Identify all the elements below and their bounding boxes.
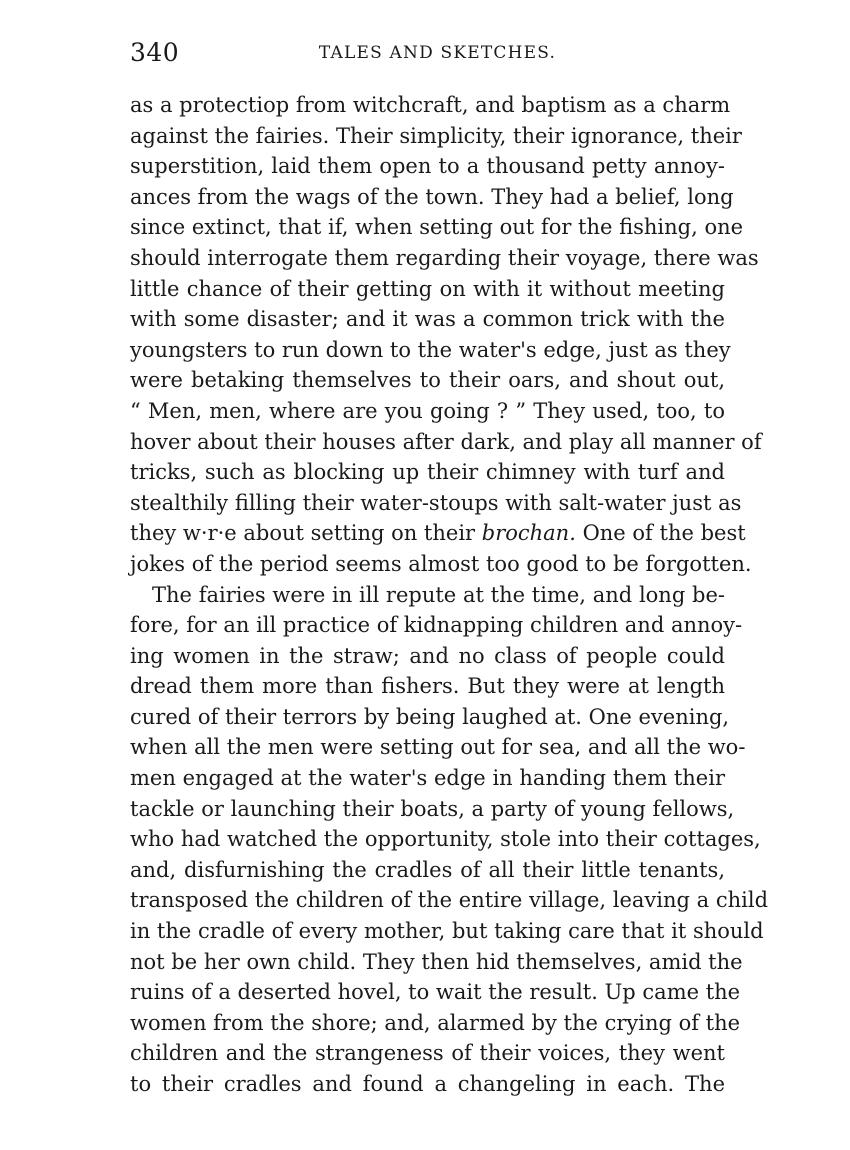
text-line: transposed the children of the entire village, leaving a child — [130, 888, 769, 913]
text-line: as a protectiop from witchcraft, and baptism as a charm — [130, 93, 731, 117]
body-text — [130, 90, 769, 1100]
text-run: they w·r·e about setting on their — [130, 521, 482, 546]
italic-word-brochan: brochan. — [481, 521, 576, 546]
text-line: with some disaster; and it was a common trick with the — [130, 307, 725, 332]
page-header — [130, 38, 725, 70]
text-line: children and the strangeness of their voices, they went — [130, 1041, 725, 1066]
text-line: ances from the wags of the town. They had a belief, long — [130, 184, 734, 209]
text-line: youngsters to run down to the water's edge, just as they — [130, 337, 731, 362]
text-line: dread them more than fishers. But they were at length — [130, 674, 725, 699]
text-line: stealthily filling their water-stoups with salt-water just as — [130, 490, 742, 515]
text-line: since extinct, that if, when setting out for the fishing, one — [130, 215, 744, 240]
text-line: fore, for an ill practice of kidnapping children and annoy- — [130, 613, 743, 638]
text-line-with-italic — [130, 518, 746, 549]
text-line: not be her own child. They then hid themselves, amid the — [130, 949, 743, 974]
text-line: ruins of a deserted hovel, to wait the result. Up came the — [130, 980, 741, 1005]
text-line: men engaged at the water's edge in handing them their — [130, 766, 725, 791]
text-line: and, disfurnishing the cradles of all their little tenants, — [130, 857, 725, 882]
text-line: “ Men, men, where are you going ? ” They used, too, to — [130, 398, 725, 423]
page-number: 340 — [130, 38, 180, 67]
text-line: who had watched the opportunity, stole into their cottages, — [130, 827, 761, 852]
text-line: women from the shore; and, alarmed by the crying of the — [130, 1010, 741, 1035]
text-line: when all the men were setting out for sea, and all the wo- — [130, 735, 746, 760]
text-line: jokes of the period seems almost too good to be forgotten. — [130, 551, 752, 576]
text-line: superstition, laid them open to a thousand petty annoy- — [130, 154, 725, 179]
text-line: ing women in the straw; and no class of people could — [130, 643, 725, 668]
text-line: to their cradles and found a changeling in each. The — [130, 1072, 725, 1096]
text-line: hover about their houses after dark, and play all manner of — [130, 429, 762, 454]
text-line: in the cradle of every mother, but taking care that it should — [130, 919, 764, 944]
running-head: TALES AND SKETCHES. — [318, 43, 557, 63]
paragraph-2 — [130, 580, 769, 1100]
text-line: little chance of their getting on with it without meeting — [130, 276, 725, 301]
paragraph-1 — [130, 90, 762, 580]
text-line: tricks, such as blocking up their chimney with turf and — [130, 460, 725, 485]
text-line: against the fairies. Their simplicity, their ignorance, their — [130, 123, 742, 148]
text-line: The fairies were in ill repute at the time, and long be- — [152, 582, 725, 607]
text-line: tackle or launching their boats, a party of young fellows, — [130, 796, 735, 821]
text-line: should interrogate them regarding their voyage, there was — [130, 245, 759, 270]
text-line: cured of their terrors by being laughed at. One evening, — [130, 704, 730, 729]
text-run: One of the best — [575, 521, 746, 546]
text-line: were betaking themselves to their oars, and shout out, — [130, 368, 725, 393]
